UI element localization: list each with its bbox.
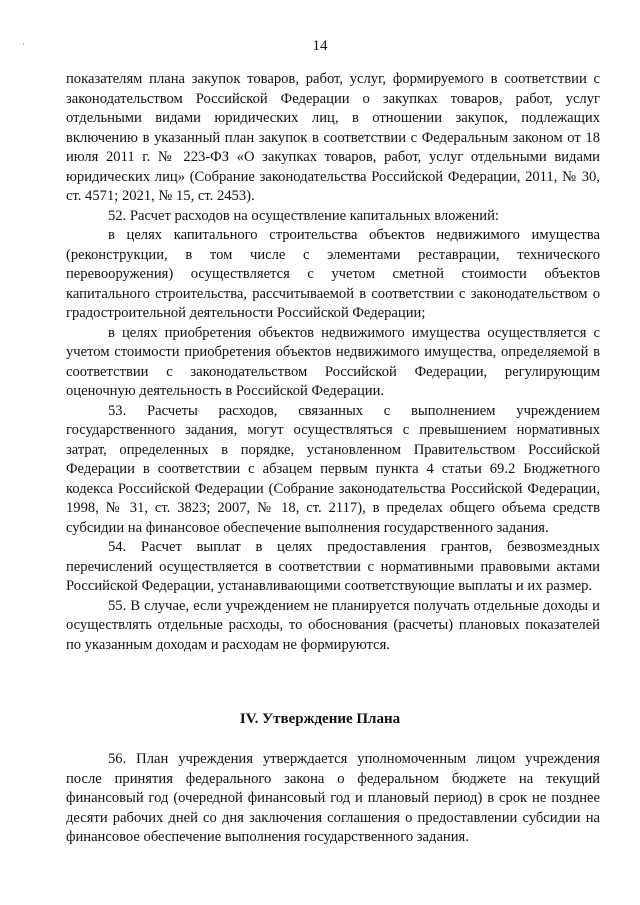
body-text-top <box>66 70 600 655</box>
page-number: 14 <box>312 38 328 54</box>
paragraph-52-construction: в целях капитального строительства объектов недвижимого имущества (реконструкции, в том числе с элементами реставрации, технического перевооружения) осуществляется с учетом сметной стоимости объектов капитального строительства, рассчитываемой в соответствии с законодательством о градостроительной деятельности Российской Федерации; <box>66 227 600 321</box>
section-heading: IV. Утверждение Плана <box>239 711 401 727</box>
paragraph-55: 55. В случае, если учреждением не планируется получать отдельные доходы и осуществлять отдельные расходы, то обоснования (расчеты) плановых показателей по указанным доходам и расходам не формируются. <box>66 597 600 653</box>
paragraph-52-acquisition: в целях приобретения объектов недвижимого имущества осуществляется с учетом стоимости приобретения объектов недвижимого имущества, определяемой в соответствии с законодательством Российской Федерации, регулирующим оценочную деятельность в Российской Федерации. <box>66 324 600 399</box>
paragraph-52: 52. Расчет расходов на осуществление капитальных вложений: <box>108 207 499 224</box>
paragraph-continuation: показателям плана закупок товаров, работ, услуг, формируемого в соответствии с законодательством Российской Федерации о закупках товаров, работ, услуг отдельными видами юридических лиц, в отношении закупок, подлежащих включению в указанный план закупок в соответствии с Федеральным законом от 18 июля 2011 г. № 223-ФЗ «О закупках товаров, работ, услуг отдельными видами юридических лиц» (Собрание законодательства Российской Федерации, 2011, № 30, ст. 4571; 2021, № 15, ст. 2453). <box>66 71 600 204</box>
paragraph-56: 56. План учреждения утверждается уполномоченным лицом учреждения после принятия федерального закона о федеральном бюджете на текущий финансовый год (очередной финансовый год и плановый период) в срок не позднее десяти рабочих дней со дня заключения соглашения о предоставлении субсидии на финансовое обеспечение выполнения государственного задания. <box>66 751 600 845</box>
paragraph-54: 54. Расчет выплат в целях предоставления грантов, безвозмездных перечислений осуществляется в соответствии с нормативными правовыми актами Российской Федерации, устанавливающими соответствующие выплаты и их размер. <box>66 539 600 594</box>
paragraph-53: 53. Расчеты расходов, связанных с выполнением учреждением государственного задания, могут осуществляться с превышением нормативных затрат, определенных в порядке, установленном Правительством Российской Федерации в соответствии с абзацем первым пункта 4 статьи 69.2 Бюджетного кодекса Российской Федерации (Собрание законодательства Российской Федерации, 1998, № 31, ст. 3823; 2007, № 18, ст. 2117), в пределах общего объема средств субсидии на финансовое обеспечение выполнения государственного задания. <box>66 402 600 536</box>
body-text-bottom <box>66 750 600 848</box>
scan-mark: ᶦ <box>23 40 25 50</box>
